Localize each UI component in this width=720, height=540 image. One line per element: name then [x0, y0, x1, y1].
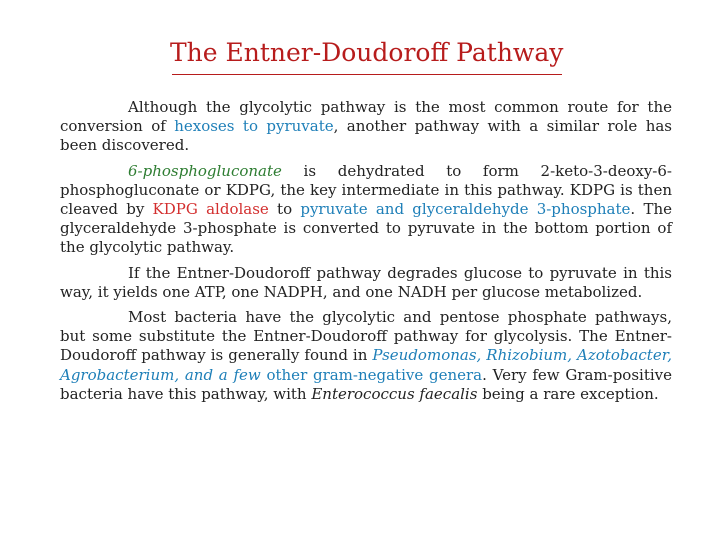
text-run: KDPG aldolase: [152, 200, 269, 219]
text-run: If the Entner-Doudoroff pathway degrades glucose to pyruvate in this way, it yields one ATP, one NADPH, and one NADH per glucose metabolized.: [60, 263, 672, 301]
text-run: . The glyceraldehyde 3-phosphate is converted to pyruvate in the bottom portion of the glycolytic pathway.: [60, 200, 672, 257]
slide-title: The Entner-Doudoroff Pathway: [170, 38, 564, 67]
body-paragraph: [60, 308, 672, 404]
text-run: other gram-negative genera: [260, 365, 483, 384]
text-run: to: [268, 200, 301, 219]
text-run: being a rare exception.: [477, 384, 659, 403]
slide-body: [60, 98, 672, 410]
text-run: Enterococcus faecalis: [311, 384, 478, 403]
text-run: Pseudomonas, Rhizobium, Azotobacter, Agrobacterium, and a few: [60, 346, 673, 384]
body-paragraph: [60, 264, 672, 302]
body-paragraph: [60, 98, 672, 156]
text-run: Most bacteria have the glycolytic and pentose phosphate pathways, but some substitute the Entner-Doudoroff pathway for glycolysis. The Entner-Doudoroff pathway is generally found in: [60, 308, 672, 365]
text-run: is dehydrated to form 2-keto-3-deoxy-6-phosphogluconate or KDPG, the key intermediate in this pathway. KDPG is then cleaved by: [60, 161, 672, 219]
text-run: pyruvate and glyceraldehyde 3-phosphate: [300, 200, 631, 219]
text-run: hexoses to pyruvate: [174, 117, 334, 136]
text-run: 6-phosphogluconate: [128, 161, 282, 180]
text-run: , another pathway with a similar role has been discovered.: [60, 117, 672, 155]
title-underline: [172, 74, 562, 75]
body-paragraph: [60, 162, 672, 258]
text-run: Although the glycolytic pathway is the most common route for the conversion of: [60, 98, 672, 136]
text-run: . Very few Gram-positive bacteria have this pathway, with: [60, 365, 673, 403]
